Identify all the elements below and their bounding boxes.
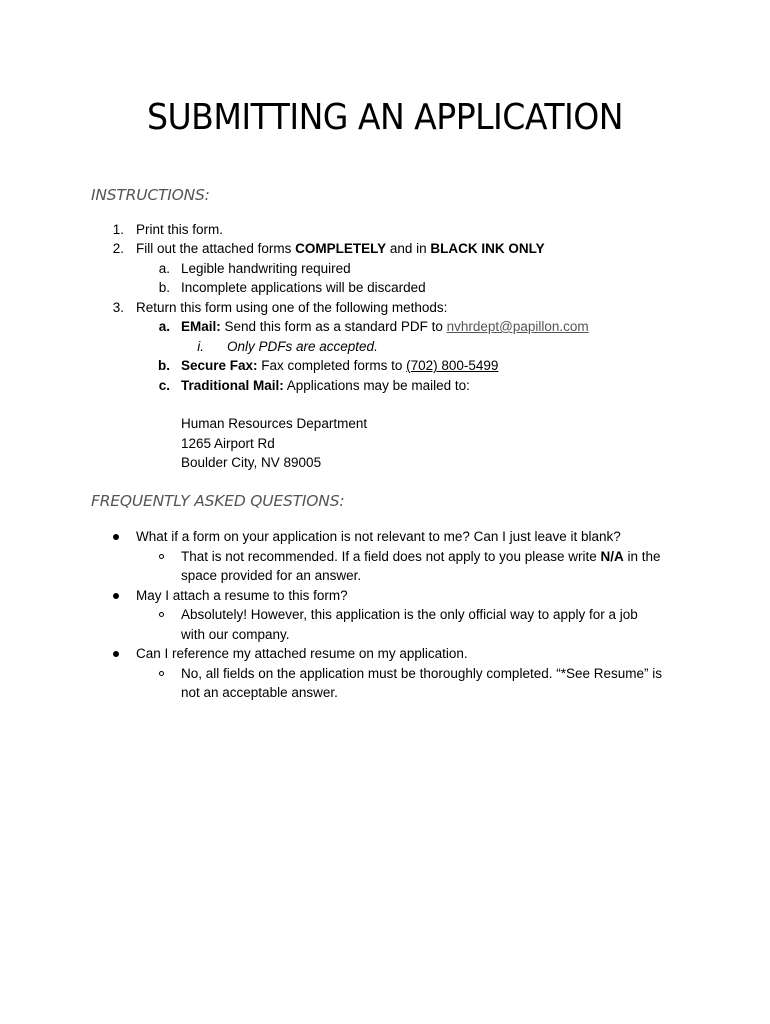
- item-text: Incomplete applications will be discarded: [181, 280, 426, 295]
- fax-link[interactable]: (702) 800-5499: [406, 358, 499, 373]
- method-label-mail: Traditional Mail:: [181, 378, 284, 393]
- circle-bullet-icon: [159, 671, 164, 676]
- faq-heading: FREQUENTLY ASKED QUESTIONS:: [91, 492, 345, 510]
- bullet-icon: [113, 593, 119, 599]
- item-marker: a.: [158, 319, 170, 334]
- item-text: Secure Fax: Fax completed forms to (702) 800-5499: [181, 358, 499, 373]
- answer-text: Absolutely! However, this application is the only official way to apply for a job: [181, 607, 638, 622]
- instructions-heading: INSTRUCTIONS:: [91, 186, 210, 204]
- answer-text: No, all fields on the application must be thoroughly completed. “*See Resume” is: [181, 666, 663, 681]
- faq-answer-1-cont: space provided for an answer.: [181, 568, 362, 583]
- question-text: May I attach a resume to this form?: [136, 588, 348, 603]
- circle-bullet-icon: [159, 554, 164, 559]
- question-text: What if a form on your application is not relevant to me? Can I just leave it blank?: [136, 529, 621, 544]
- item-text: EMail: Send this form as a standard PDF to nvhrdept@papillon.com: [181, 319, 589, 334]
- emphasis-completely: COMPLETELY: [295, 241, 387, 256]
- emphasis-black-ink: BLACK INK ONLY: [430, 241, 545, 256]
- item-marker: b.: [158, 358, 170, 373]
- item-marker: b.: [158, 280, 170, 295]
- answer-text: That is not recommended. If a field does not apply to you please write N/A in the: [181, 549, 661, 564]
- item-marker: a.: [158, 261, 170, 276]
- circle-bullet-icon: [159, 612, 164, 617]
- faq-answer-2-cont: with our company.: [181, 627, 290, 642]
- item-text: Return this form using one of the following methods:: [136, 300, 448, 315]
- item-marker: i.: [197, 339, 204, 354]
- item-text: Legible handwriting required: [181, 261, 351, 276]
- item-text: Fill out the attached forms COMPLETELY and in BLACK INK ONLY: [136, 241, 545, 256]
- faq-answer-3-cont: not an acceptable answer.: [181, 685, 338, 700]
- bullet-icon: [113, 534, 119, 540]
- item-marker: 1.: [112, 222, 124, 237]
- item-marker: 3.: [112, 300, 124, 315]
- item-text: Traditional Mail: Applications may be mailed to:: [181, 378, 470, 393]
- bullet-icon: [113, 651, 119, 657]
- method-label-fax: Secure Fax:: [181, 358, 258, 373]
- address-line-1: Human Resources Department: [181, 416, 368, 431]
- item-marker: c.: [158, 378, 170, 393]
- address-line-2: 1265 Airport Rd: [181, 436, 275, 451]
- email-link[interactable]: nvhrdept@papillon.com: [446, 319, 589, 334]
- method-label-email: EMail:: [181, 319, 221, 334]
- address-line-3: Boulder City, NV 89005: [181, 455, 322, 470]
- item-marker: 2.: [112, 241, 124, 256]
- emphasis-na: N/A: [600, 549, 624, 564]
- item-text: Print this form.: [136, 222, 224, 237]
- page-title: SUBMITTING AN APPLICATION: [147, 97, 623, 138]
- item-text: Only PDFs are accepted.: [227, 339, 378, 354]
- question-text: Can I reference my attached resume on my application.: [136, 646, 468, 661]
